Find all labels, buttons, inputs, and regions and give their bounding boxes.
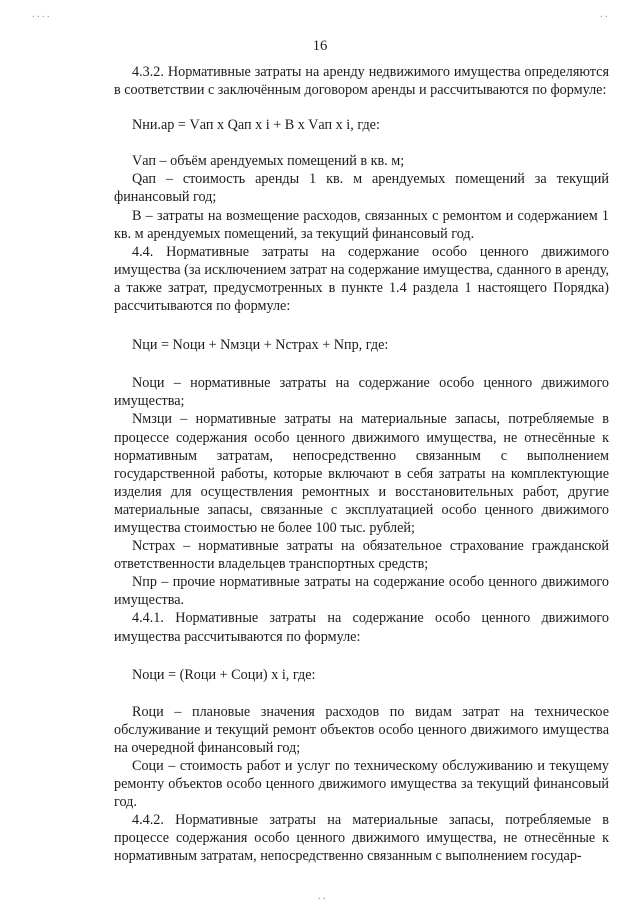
formula-rent: Nни.ар = Vап x Qап x i + В x Vап x i, где:: [132, 117, 380, 134]
definition-noci: Nоци – нормативные затраты на содержание особо ценного движимого имущества;: [114, 375, 609, 410]
definition-qap: Qап – стоимость аренды 1 кв. м арендуемых помещений за текущий финансовый год;: [114, 171, 609, 206]
paragraph-4-4: 4.4. Нормативные затраты на содержание особо ценного движимого имущества (за исключением затрат на содержание имущества, сданного в аренду, а также затрат, предусмотренных в пункте 1.4 раздела 1 настоящего Порядка) рассчитываются по формуле:: [114, 243, 609, 315]
paragraph-4-4-1: 4.4.1. Нормативные затраты на содержание особо ценного движимого имущества рассчитываются по формуле:: [114, 610, 609, 645]
scan-artifact: . . . .: [32, 9, 50, 20]
formula-noci: Nоци = (Rоци + Соци) x i, где:: [132, 666, 316, 683]
definition-soci: Соци – стоимость работ и услуг по техническому обслуживанию и текущему ремонту объектов особо ценного движимого имущества за текущий финансовый год.: [114, 758, 609, 811]
scan-artifact: . .: [600, 9, 608, 20]
scan-artifact: . .: [318, 891, 326, 902]
paragraph-4-3-2: 4.3.2. Нормативные затраты на аренду недвижимого имущества определяются в соответствии с заключённым договором аренды и рассчитываются по формуле:: [114, 64, 609, 99]
definition-npr: Nпр – прочие нормативные затраты на содержание особо ценного движимого имущества.: [114, 574, 609, 609]
formula-nci: Nци = Nоци + Nмзци + Nстрах + Nпр, где:: [132, 337, 389, 354]
definition-b: В – затраты на возмещение расходов, связанных с ремонтом и содержанием 1 кв. м арендуемых помещений, за текущий финансовый год.: [114, 207, 609, 242]
definition-nstrah: Nстрах – нормативные затраты на обязательное страхование гражданской ответственности владельцев транспортных средств;: [114, 538, 609, 573]
document-body: [114, 63, 609, 866]
definition-nmzci: Nмзци – нормативные затраты на материальные запасы, потребляемые в процессе содержания особо ценного движимого имущества, не отнесённые к нормативным затратам, непосредственно связанным с выполнением государственной работы, которые включают в себя затраты на комплектующие изделия для осуществления ремонтных и восстановительных работ, другие материальные запасы, связанные с эксплуатацией особо ценного движимого имущества стоимостью не более 100 тыс. рублей;: [114, 411, 609, 536]
definition-vap: Vап – объём арендуемых помещений в кв. м;: [132, 153, 405, 170]
definition-roci: Rоци – плановые значения расходов по видам затрат на техническое обслуживание и текущий ремонт объектов особо ценного движимого имущества на очередной финансовый год;: [114, 703, 609, 756]
paragraph-4-4-2: 4.4.2. Нормативные затраты на материальные запасы, потребляемые в процессе содержания особо ценного движимого имущества, не отнесённые к нормативным затратам, непосредственно связанным с выполнением государ-: [114, 812, 609, 865]
page-number: 16: [312, 38, 328, 54]
